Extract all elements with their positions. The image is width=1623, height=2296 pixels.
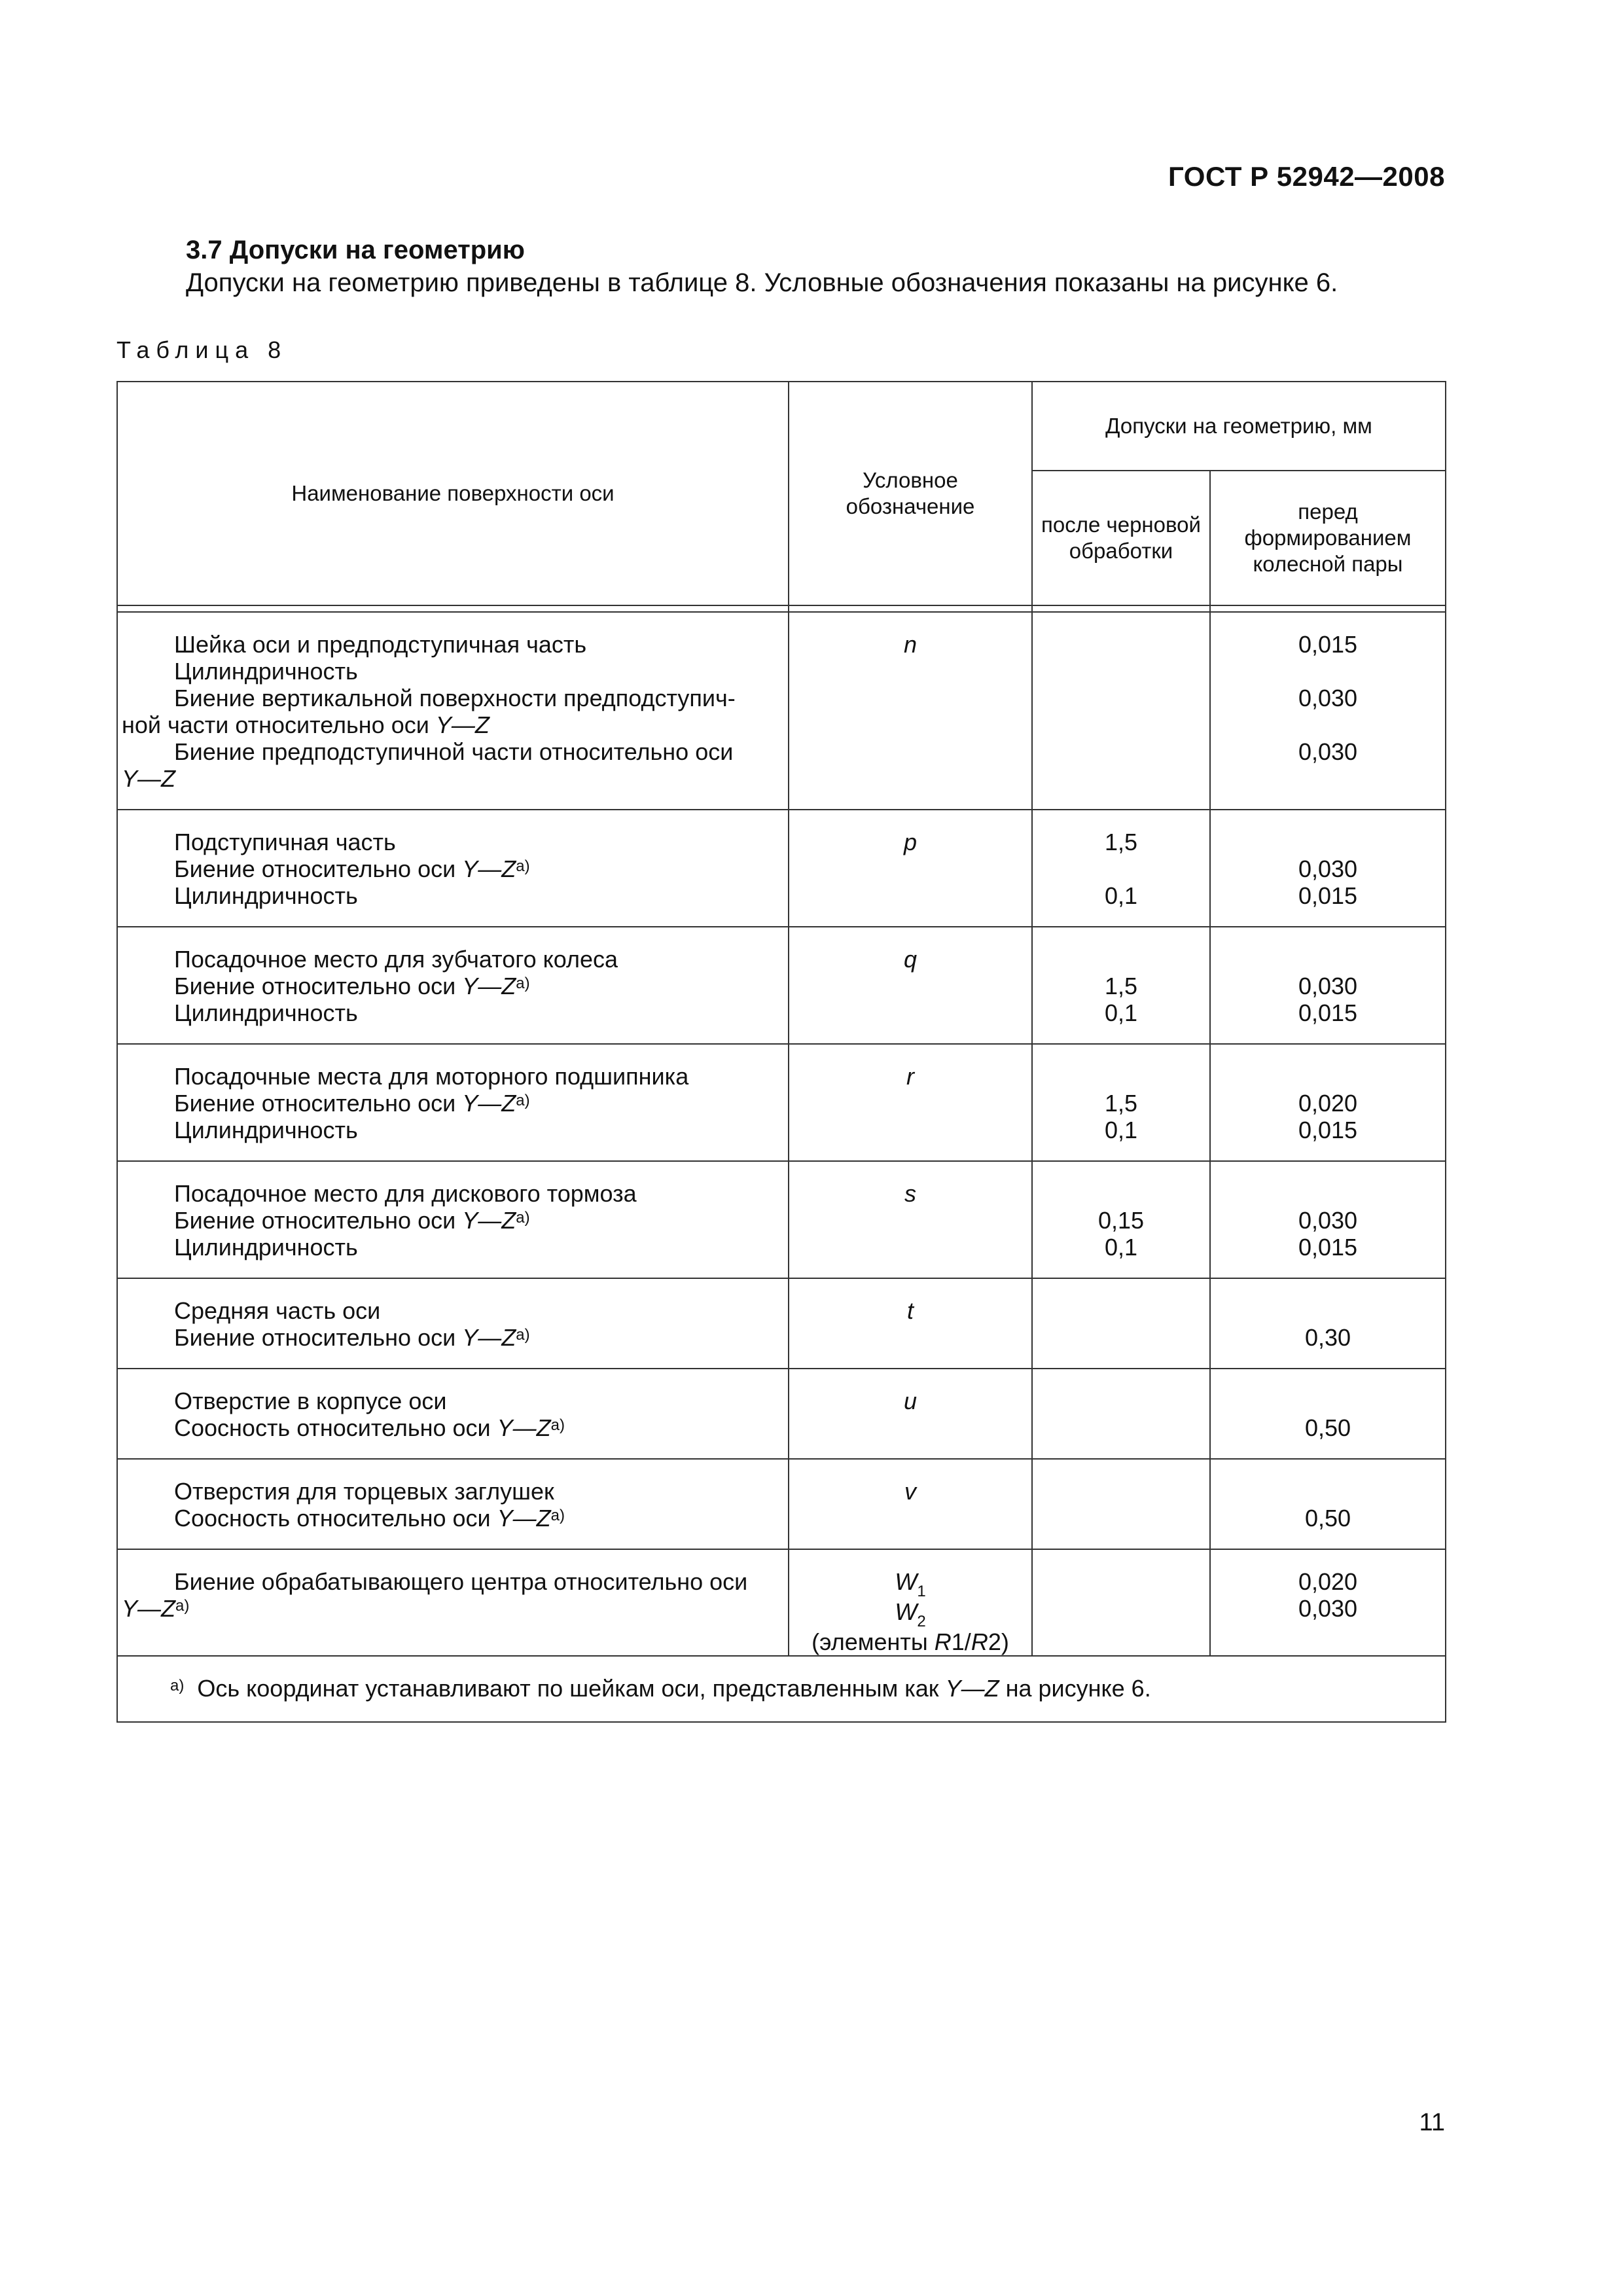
row-title: Посадочное место для зубчатого колеса — [174, 946, 618, 973]
tolerance-value — [1211, 1180, 1445, 1207]
row-line: Биение вертикальной поверхности предподступич- — [174, 685, 736, 711]
footnote-ref: а) — [550, 1507, 565, 1524]
section-text: Допуски на геометрию приведены в таблице 8. Условные обозначения показаны на рисунке 6. — [186, 268, 1338, 297]
row-line: Цилиндричность — [174, 658, 358, 685]
row-title: Посадочное место для дискового тормоза — [174, 1180, 637, 1207]
row-name — [117, 1459, 789, 1549]
axis-yz: Y—Z — [462, 973, 516, 999]
symbol-elements — [789, 1628, 1031, 1655]
row-symbol: n — [789, 612, 1032, 810]
row-name — [117, 1549, 789, 1656]
row-line: Цилиндричность — [174, 1234, 358, 1261]
tolerance-value: 0,1 — [1104, 1234, 1138, 1261]
row-symbol: q — [789, 927, 1032, 1044]
row-before-pair — [1210, 612, 1446, 810]
tolerance-value: 0,015 — [1298, 999, 1358, 1026]
tolerance-value: 0,50 — [1304, 1505, 1351, 1532]
header-separator — [117, 605, 1446, 612]
table-row — [117, 1549, 1446, 1656]
row-title: Шейка оси и предподступичная часть — [174, 631, 587, 658]
tolerance-value: 0,015 — [1298, 882, 1358, 909]
document-code: ГОСТ Р 52942—2008 — [1168, 161, 1445, 192]
element-r-num: 2) — [988, 1628, 1009, 1655]
row-before-pair — [1210, 927, 1446, 1044]
symbol-subscript: 1 — [917, 1583, 926, 1600]
header-before-pair-line: колесной пары — [1253, 552, 1403, 576]
row-before-pair — [1210, 1549, 1446, 1656]
row-after-rough — [1032, 612, 1210, 810]
row-after-rough — [1032, 1459, 1210, 1549]
axis-yz: Y—Z — [497, 1505, 551, 1532]
header-before-pair-line: формированием — [1244, 526, 1412, 550]
row-name — [117, 1044, 789, 1161]
footnote-row — [117, 1656, 1446, 1722]
row-before-pair — [1210, 1278, 1446, 1369]
axis-yz: Y—Z — [462, 1207, 516, 1234]
row-line — [122, 1595, 772, 1622]
symbol-subscript: 2 — [917, 1613, 926, 1630]
row-line-text: Биение относительно оси — [174, 973, 463, 999]
table-caption: Таблица 8 — [116, 336, 288, 363]
tolerance-value: 0,030 — [1298, 685, 1358, 711]
row-line — [122, 1207, 772, 1234]
row-line — [122, 711, 772, 738]
tolerance-value: 0,030 — [1298, 855, 1358, 882]
row-symbol: u — [789, 1369, 1032, 1459]
row-after-rough — [1032, 810, 1210, 927]
elements-prefix: (элементы — [812, 1628, 935, 1655]
table-row — [117, 612, 1446, 810]
symbol-w: W — [895, 1568, 918, 1595]
axis-yz: Y—Z — [435, 711, 490, 738]
footnote-ref: а) — [516, 1209, 530, 1227]
row-line: Цилиндричность — [174, 999, 358, 1026]
tolerance-value — [1211, 1063, 1445, 1090]
tolerance-value: 1,5 — [1104, 1090, 1138, 1117]
tolerance-value — [1211, 946, 1445, 973]
tolerance-value — [1033, 855, 1209, 882]
tolerance-value: 0,020 — [1298, 1568, 1358, 1595]
tolerance-value — [1033, 1063, 1209, 1090]
tolerance-value: 0,1 — [1104, 882, 1138, 909]
tolerance-value — [1033, 946, 1209, 973]
row-name — [117, 1278, 789, 1369]
axis-yz: Y—Z — [462, 855, 516, 882]
table-row — [117, 810, 1446, 927]
row-before-pair — [1210, 1161, 1446, 1278]
row-symbol: s — [789, 1161, 1032, 1278]
tolerance-value — [1211, 1388, 1445, 1414]
row-after-rough — [1032, 1044, 1210, 1161]
table-row — [117, 1459, 1446, 1549]
tolerance-value: 0,015 — [1298, 1117, 1358, 1143]
tolerance-table — [116, 381, 1446, 1723]
row-name — [117, 1369, 789, 1459]
table-row — [117, 1278, 1446, 1369]
row-after-rough — [1032, 927, 1210, 1044]
footnote-text: Ось координат устанавливают по шейкам оси, представленным как — [197, 1675, 946, 1702]
page-number: 11 — [1419, 2109, 1445, 2136]
footnote-mark: а) — [170, 1677, 185, 1695]
row-line — [122, 1324, 772, 1351]
row-title: Отверстие в корпусе оси — [174, 1388, 447, 1414]
row-name — [117, 612, 789, 810]
tolerance-value — [1033, 1180, 1209, 1207]
row-line-text: Соосность относительно оси — [174, 1414, 497, 1441]
section-title: 3.7 Допуски на геометрию — [186, 236, 525, 264]
row-after-rough — [1032, 1369, 1210, 1459]
tolerance-value: 0,020 — [1298, 1090, 1358, 1117]
tolerance-value — [1211, 1478, 1445, 1505]
header-after-rough-line: обработки — [1069, 539, 1173, 563]
row-symbol: r — [789, 1044, 1032, 1161]
row-line — [122, 855, 772, 882]
row-title: Средняя часть оси — [174, 1297, 381, 1324]
axis-yz: Y—Z — [497, 1414, 551, 1441]
row-name — [117, 810, 789, 927]
row-after-rough — [1032, 1161, 1210, 1278]
tolerance-value: 0,030 — [1298, 973, 1358, 999]
row-name — [117, 1161, 789, 1278]
row-after-rough — [1032, 1549, 1210, 1656]
row-line-text: Биение относительно оси — [174, 1324, 463, 1351]
row-line-text: Биение относительно оси — [174, 1207, 463, 1234]
tolerance-value: 0,015 — [1298, 631, 1358, 658]
tolerance-value: 0,030 — [1298, 1207, 1358, 1234]
header-after-rough — [1032, 471, 1210, 605]
tolerance-value: 0,030 — [1298, 1595, 1358, 1622]
row-title: Подступичная часть — [174, 829, 396, 855]
row-line — [122, 1414, 772, 1441]
tolerance-value: 0,15 — [1097, 1207, 1145, 1234]
axis-yz: Y—Z — [122, 1595, 176, 1622]
header-tolerances: Допуски на геометрию, мм — [1032, 382, 1446, 471]
table-row — [117, 1044, 1446, 1161]
row-line-text: ной части относительно оси — [122, 711, 436, 738]
table-row — [117, 1369, 1446, 1459]
footnote-ref: а) — [516, 1326, 530, 1344]
tolerance-value — [1211, 658, 1445, 685]
footnote-text: на рисунке 6. — [999, 1675, 1151, 1702]
row-before-pair — [1210, 1044, 1446, 1161]
tolerance-value — [1211, 1297, 1445, 1324]
element-r: R — [971, 1628, 988, 1655]
row-line-text: Биение относительно оси — [174, 855, 463, 882]
row-symbol: p — [789, 810, 1032, 927]
header-symbol — [789, 382, 1032, 605]
row-name — [117, 927, 789, 1044]
header-before-pair-line: перед — [1298, 499, 1358, 524]
axis-yz: Y—Z — [462, 1090, 516, 1117]
row-line: Цилиндричность — [174, 882, 358, 909]
row-symbol: t — [789, 1278, 1032, 1369]
header-symbol-line: Условное — [863, 468, 958, 492]
tolerance-value: 1,5 — [1104, 973, 1138, 999]
header-after-rough-line: после черновой — [1041, 512, 1201, 537]
tolerance-value — [1211, 711, 1445, 738]
symbol-w: W — [895, 1598, 918, 1625]
header-symbol-line: обозначение — [846, 494, 975, 518]
row-title: Отверстия для торцевых заглушек — [174, 1478, 554, 1505]
row-line-text: Биение относительно оси — [174, 1090, 463, 1117]
row-line-text: Соосность относительно оси — [174, 1505, 497, 1532]
footnote — [117, 1656, 1446, 1722]
row-title: Биение обрабатывающего центра относительно оси — [174, 1568, 748, 1595]
axis-yz: Y—Z — [122, 765, 176, 792]
row-line — [122, 973, 772, 999]
row-line: Цилиндричность — [174, 1117, 358, 1143]
row-line — [122, 1505, 772, 1532]
tolerance-value: 0,015 — [1298, 1234, 1358, 1261]
tolerance-value: 0,1 — [1104, 999, 1138, 1026]
row-title: Посадочные места для моторного подшипника — [174, 1063, 689, 1090]
tolerance-value: 0,50 — [1304, 1414, 1351, 1441]
footnote-ref: а) — [175, 1597, 190, 1615]
row-after-rough — [1032, 1278, 1210, 1369]
element-r: R — [934, 1628, 952, 1655]
header-name: Наименование поверхности оси — [117, 382, 789, 605]
footnote-ref: а) — [516, 857, 530, 875]
row-before-pair — [1210, 1369, 1446, 1459]
row-line: Биение предподступичной части относительно оси — [174, 738, 734, 765]
row-symbol: v — [789, 1459, 1032, 1549]
tolerance-value: 1,5 — [1104, 829, 1138, 855]
row-line — [122, 1090, 772, 1117]
element-r-num: 1/ — [951, 1628, 971, 1655]
tolerance-value: 0,030 — [1298, 738, 1358, 765]
footnote-ref: а) — [550, 1416, 565, 1434]
table-row — [117, 1161, 1446, 1278]
tolerance-value — [1211, 829, 1445, 855]
row-symbol — [789, 1549, 1032, 1656]
axis-yz: Y—Z — [462, 1324, 516, 1351]
row-line — [122, 765, 772, 792]
footnote-ref: а) — [516, 975, 530, 992]
footnote-ref: а) — [516, 1092, 530, 1109]
tolerance-value: 0,1 — [1104, 1117, 1138, 1143]
row-before-pair — [1210, 810, 1446, 927]
axis-yz: Y—Z — [945, 1675, 999, 1702]
table-row — [117, 927, 1446, 1044]
table-header-row — [117, 382, 1446, 471]
row-before-pair — [1210, 1459, 1446, 1549]
tolerance-value: 0,30 — [1304, 1324, 1351, 1351]
header-before-pair — [1210, 471, 1446, 605]
